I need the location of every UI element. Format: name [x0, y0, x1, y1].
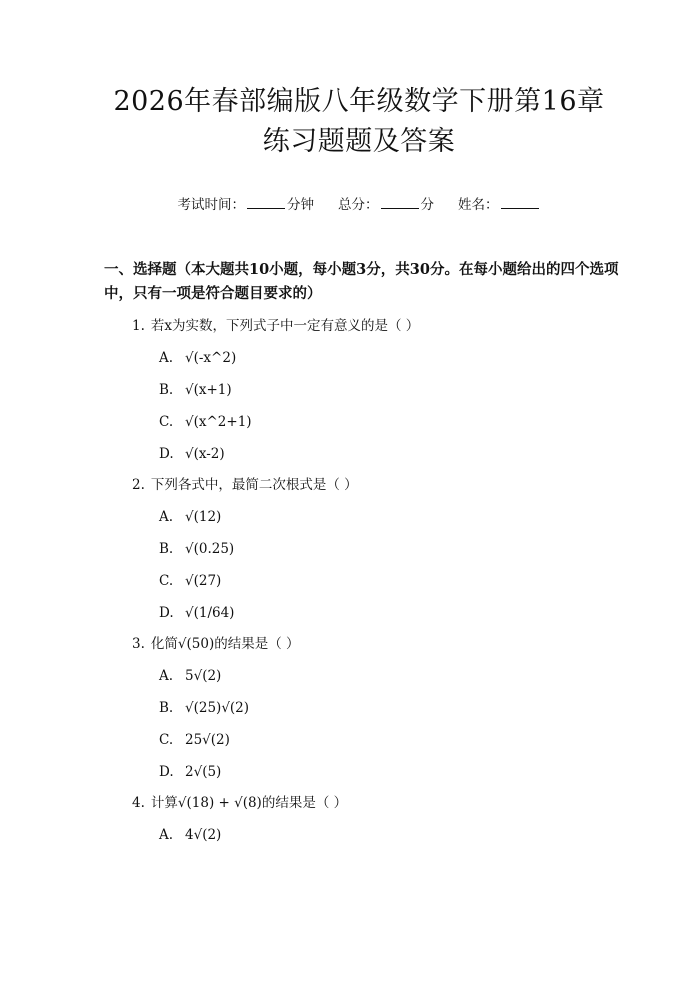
exam-time-blank — [247, 195, 285, 209]
option-item — [159, 380, 614, 401]
option-letter: A. — [159, 350, 174, 366]
exam-page — [0, 82, 700, 987]
option-letter: B. — [159, 541, 174, 557]
question-number: 2. — [132, 477, 145, 493]
section-heading: 一、选择题（本大题共10小题，每小题3分，共30分。在每小题给出的四个选项中，只有一项是符合题目要求的） — [104, 261, 619, 302]
option-text: √(-x^2) — [185, 350, 237, 366]
option-letter: B. — [159, 700, 174, 716]
option-text: √(12) — [185, 509, 222, 525]
exam-time-field — [178, 193, 315, 213]
option-item — [159, 698, 614, 719]
option-letter: C. — [159, 573, 174, 589]
option-text: √(27) — [185, 573, 222, 589]
option-item — [159, 666, 614, 687]
name-label: 姓名： — [458, 197, 499, 213]
question-3 — [104, 634, 614, 783]
option-letter: A. — [159, 509, 174, 525]
question-stem — [132, 316, 614, 337]
option-list — [104, 666, 614, 783]
question-1 — [104, 316, 614, 465]
total-score-label: 总分： — [338, 197, 379, 213]
question-stem — [132, 793, 614, 814]
option-item — [159, 571, 614, 592]
option-letter: A. — [159, 827, 174, 843]
option-item — [159, 444, 614, 465]
question-text: 下列各式中，最简二次根式是（ ） — [150, 477, 358, 493]
option-item — [159, 539, 614, 560]
option-item — [159, 825, 614, 846]
option-text: √(x-2) — [185, 446, 225, 462]
question-4 — [104, 793, 614, 846]
question-number: 1. — [132, 318, 145, 334]
option-letter: D. — [159, 446, 174, 462]
exam-meta-bar — [104, 192, 614, 214]
question-stem — [132, 634, 614, 655]
exam-time-unit: 分钟 — [287, 197, 314, 213]
exam-time-label: 考试时间： — [177, 197, 245, 213]
option-text: √(0.25) — [185, 541, 235, 557]
question-2 — [104, 475, 614, 624]
option-item — [159, 412, 614, 433]
question-list — [104, 316, 614, 846]
option-text: √(1/64) — [185, 605, 235, 621]
page-title: 2026年春部编版八年级数学下册第16章练习题题及答案 — [113, 86, 605, 157]
option-letter: C. — [159, 414, 174, 430]
option-letter: B. — [159, 382, 174, 398]
question-stem — [132, 475, 614, 496]
name-field — [458, 193, 541, 213]
option-list — [104, 348, 614, 465]
option-letter: D. — [159, 764, 174, 780]
option-text: 25√(2) — [185, 732, 230, 748]
question-text: 若x为实数，下列式子中一定有意义的是（ ） — [150, 318, 420, 334]
option-text: 4√(2) — [185, 827, 222, 843]
option-list — [104, 825, 614, 846]
option-item — [159, 762, 614, 783]
question-text: 计算√(18) + √(8)的结果是（ ） — [150, 795, 348, 811]
question-text: 化简√(50)的结果是（ ） — [150, 636, 300, 652]
option-item — [159, 507, 614, 528]
option-letter: D. — [159, 605, 174, 621]
name-blank — [501, 195, 539, 209]
option-text: 2√(5) — [185, 764, 222, 780]
total-score-unit: 分 — [420, 197, 434, 213]
option-text: √(x^2+1) — [185, 414, 252, 430]
total-score-blank — [381, 195, 419, 209]
total-score-field — [338, 193, 434, 213]
option-letter: C. — [159, 732, 174, 748]
question-number: 4. — [132, 795, 145, 811]
option-letter: A. — [159, 668, 174, 684]
option-text: √(x+1) — [185, 382, 232, 398]
option-list — [104, 507, 614, 624]
question-number: 3. — [132, 636, 145, 652]
option-item — [159, 730, 614, 751]
option-item — [159, 603, 614, 624]
option-item — [159, 348, 614, 369]
option-text: 5√(2) — [185, 668, 222, 684]
option-text: √(25)√(2) — [185, 700, 250, 716]
